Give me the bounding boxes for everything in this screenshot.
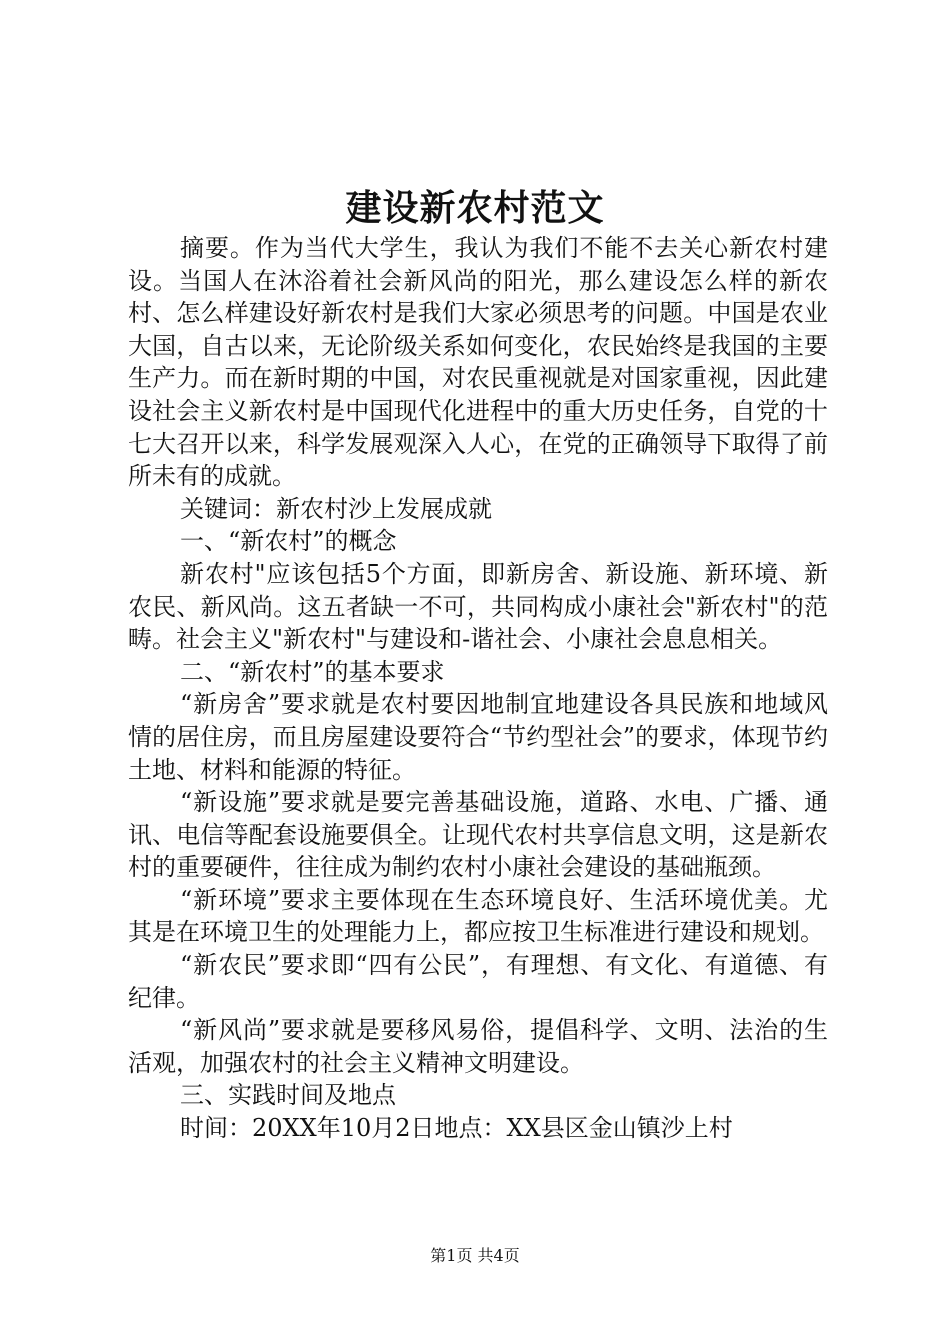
abstract-paragraph: 摘要。作为当代大学生，我认为我们不能不去关心新农村建设。当国人在沐浴着社会新风尚的阳光，那么建设怎么样的新农村、怎么样建设好新农村是我们大家必须思考的问题。中国是农业大国，自古以来，无论阶级关系如何变化，农民始终是我国的主要生产力。而在新时期的中国，对农民重视就是对国家重视，因此建设社会主义新农村是中国现代化进程中的重大历史任务，自党的十七大召开以来，科学发展观深入人心，在党的正确领导下取得了前所未有的成就。 [128,234,828,491]
keywords-line: 关键词：新农村沙上发展成就 [180,494,492,523]
farmers-paragraph: “新农民”要求即“四有公民”，有理想、有文化、有道德、有纪律。 [128,951,828,1012]
facilities-paragraph: “新设施”要求就是要完善基础设施，道路、水电、广播、通讯、电信等配套设施要俱全。让现代农村共享信息文明，这是新农村的重要硬件，往往成为制约农村小康社会建设的基础瓶颈。 [128,788,828,882]
page-number-footer: 第1页 共4页 [430,1246,520,1265]
section-heading-2: 二、“新农村”的基本要求 [180,657,445,686]
document-body [128,232,828,1145]
section-heading-3: 三、实践时间及地点 [180,1081,396,1110]
housing-paragraph: “新房舍”要求就是农村要因地制宜地建设各具民族和地域风情的居住房，而且房屋建设要符合“节约型社会”的要求，体现节约土地、材料和能源的特征。 [128,690,828,784]
section-heading-1: 一、“新农村”的概念 [180,527,397,556]
concept-paragraph: 新农村"应该包括5个方面，即新房舍、新设施、新环境、新农民、新风尚。这五者缺一不可，共同构成小康社会"新农村"的范畴。社会主义"新农村"与建设和-谐社会、小康社会息息相关。 [128,559,828,654]
environment-paragraph: “新环境”要求主要体现在生态环境良好、生活环境优美。尤其是在环境卫生的处理能力上，都应按卫生标准进行建设和规划。 [128,885,828,947]
time-location-paragraph: 时间：20XX年10月2日地点：XX县区金山镇沙上村 [180,1114,733,1143]
document-title: 建设新农村范文 [345,187,605,229]
customs-paragraph: “新风尚”要求就是要移风易俗，提倡科学、文明、法治的生活观，加强农村的社会主义精神文明建设。 [128,1016,828,1077]
